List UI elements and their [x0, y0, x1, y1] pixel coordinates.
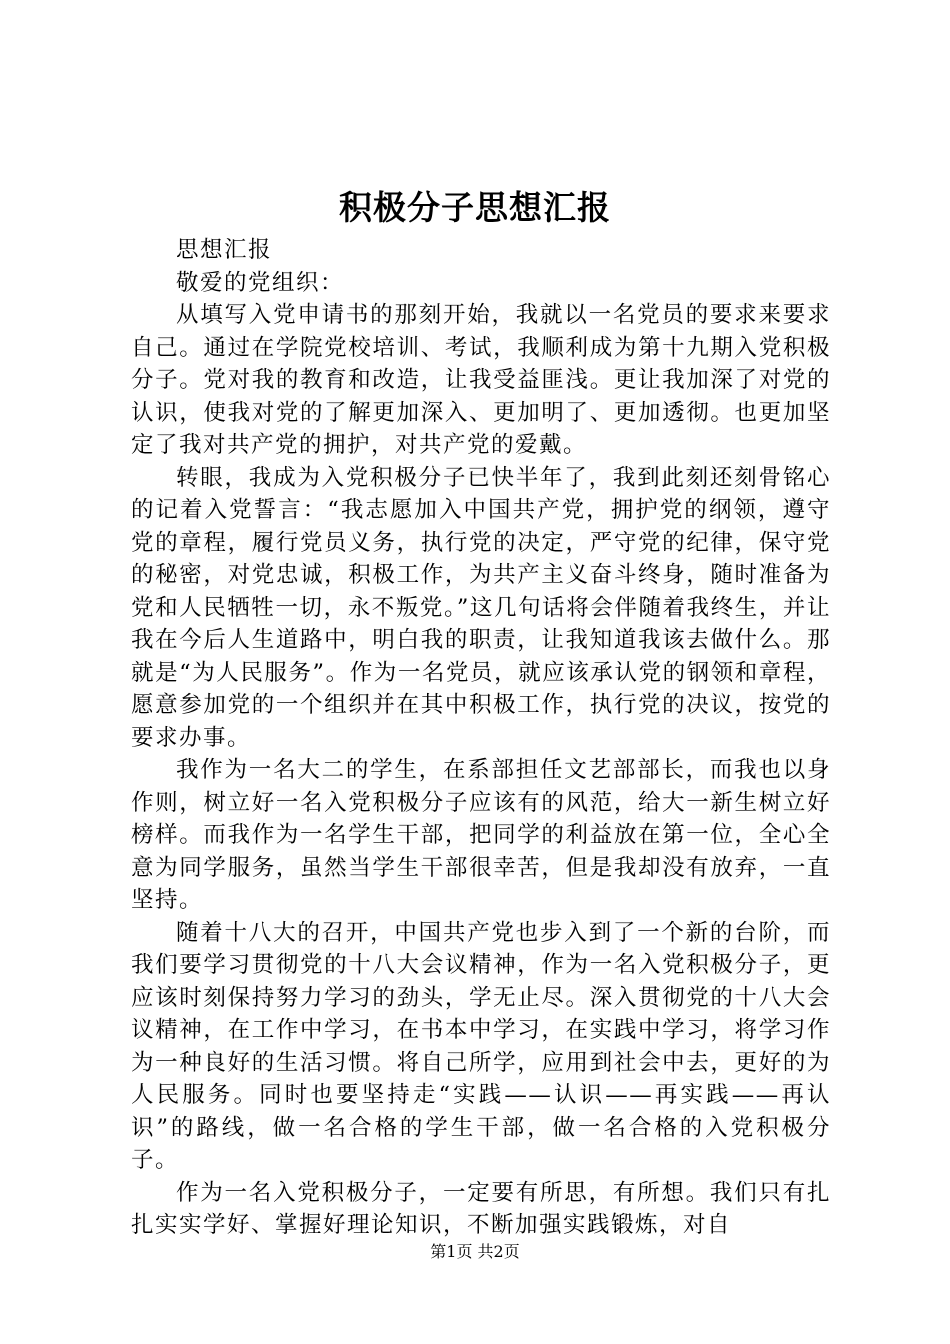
- page-footer: 第1页 共2页: [430, 1242, 520, 1261]
- paragraph: 作为一名入党积极分子，一定要有所思，有所想。我们只有扎扎实实学好、掌握好理论知识，不断加强实践锻炼，对自: [131, 1179, 831, 1238]
- paragraph: 转眼，我成为入党积极分子已快半年了，我到此刻还刻骨铭心的记着入党誓言：“我志愿加入中国共产党，拥护党的纲领，遵守党的章程，履行党员义务，执行党的决定，严守党的纪律，保守党的秘密，对党忠诚，积极工作，为共产主义奋斗终身，随时准备为党和人民牺牲一切，永不叛党。”这几句话将会伴随着我终生，并让我在今后人生道路中，明白我的职责，让我知道我该去做什么。那就是“为人民服务”。作为一名党员，就应该承认党的钢领和章程，愿意参加党的一个组织并在其中积极工作，执行党的决议，按党的要求办事。: [131, 464, 831, 751]
- paragraph: 从填写入党申请书的那刻开始，我就以一名党员的要求来要求自己。通过在学院党校培训、考试，我顺利成为第十九期入党积极分子。党对我的教育和改造，让我受益匪浅。更让我加深了对党的认识，使我对党的了解更加深入、更加明了、更加透彻。也更加坚定了我对共产党的拥护，对共产党的爱戴。: [131, 302, 831, 458]
- paragraph: 我作为一名大二的学生，在系部担任文艺部部长，而我也以身作则，树立好一名入党积极分子应该有的风范，给大一新生树立好榜样。而我作为一名学生干部，把同学的利益放在第一位，全心全意为同学服务，虽然当学生干部很幸苦，但是我却没有放弃，一直坚持。: [131, 757, 831, 913]
- paragraph-heading: 思想汇报: [176, 237, 273, 263]
- paragraph-salutation: 敬爱的党组织：: [176, 269, 345, 296]
- document-title: 积极分子思想汇报: [339, 188, 611, 227]
- paragraph: 随着十八大的召开，中国共产党也步入到了一个新的台阶，而我们要学习贯彻党的十八大会议精神，作为一名入党积极分子，更应该时刻保持努力学习的劲头，学无止尽。深入贯彻党的十八大会议精神，在工作中学习，在书本中学习，在实践中学习，将学习作为一种良好的生活习惯。将自己所学，应用到社会中去，更好的为人民服务。同时也要坚持走“实践——认识——再实践——再认识”的路线，做一名合格的学生干部，做一名合格的入党积极分子。: [131, 919, 831, 1173]
- document-body: [131, 234, 831, 1242]
